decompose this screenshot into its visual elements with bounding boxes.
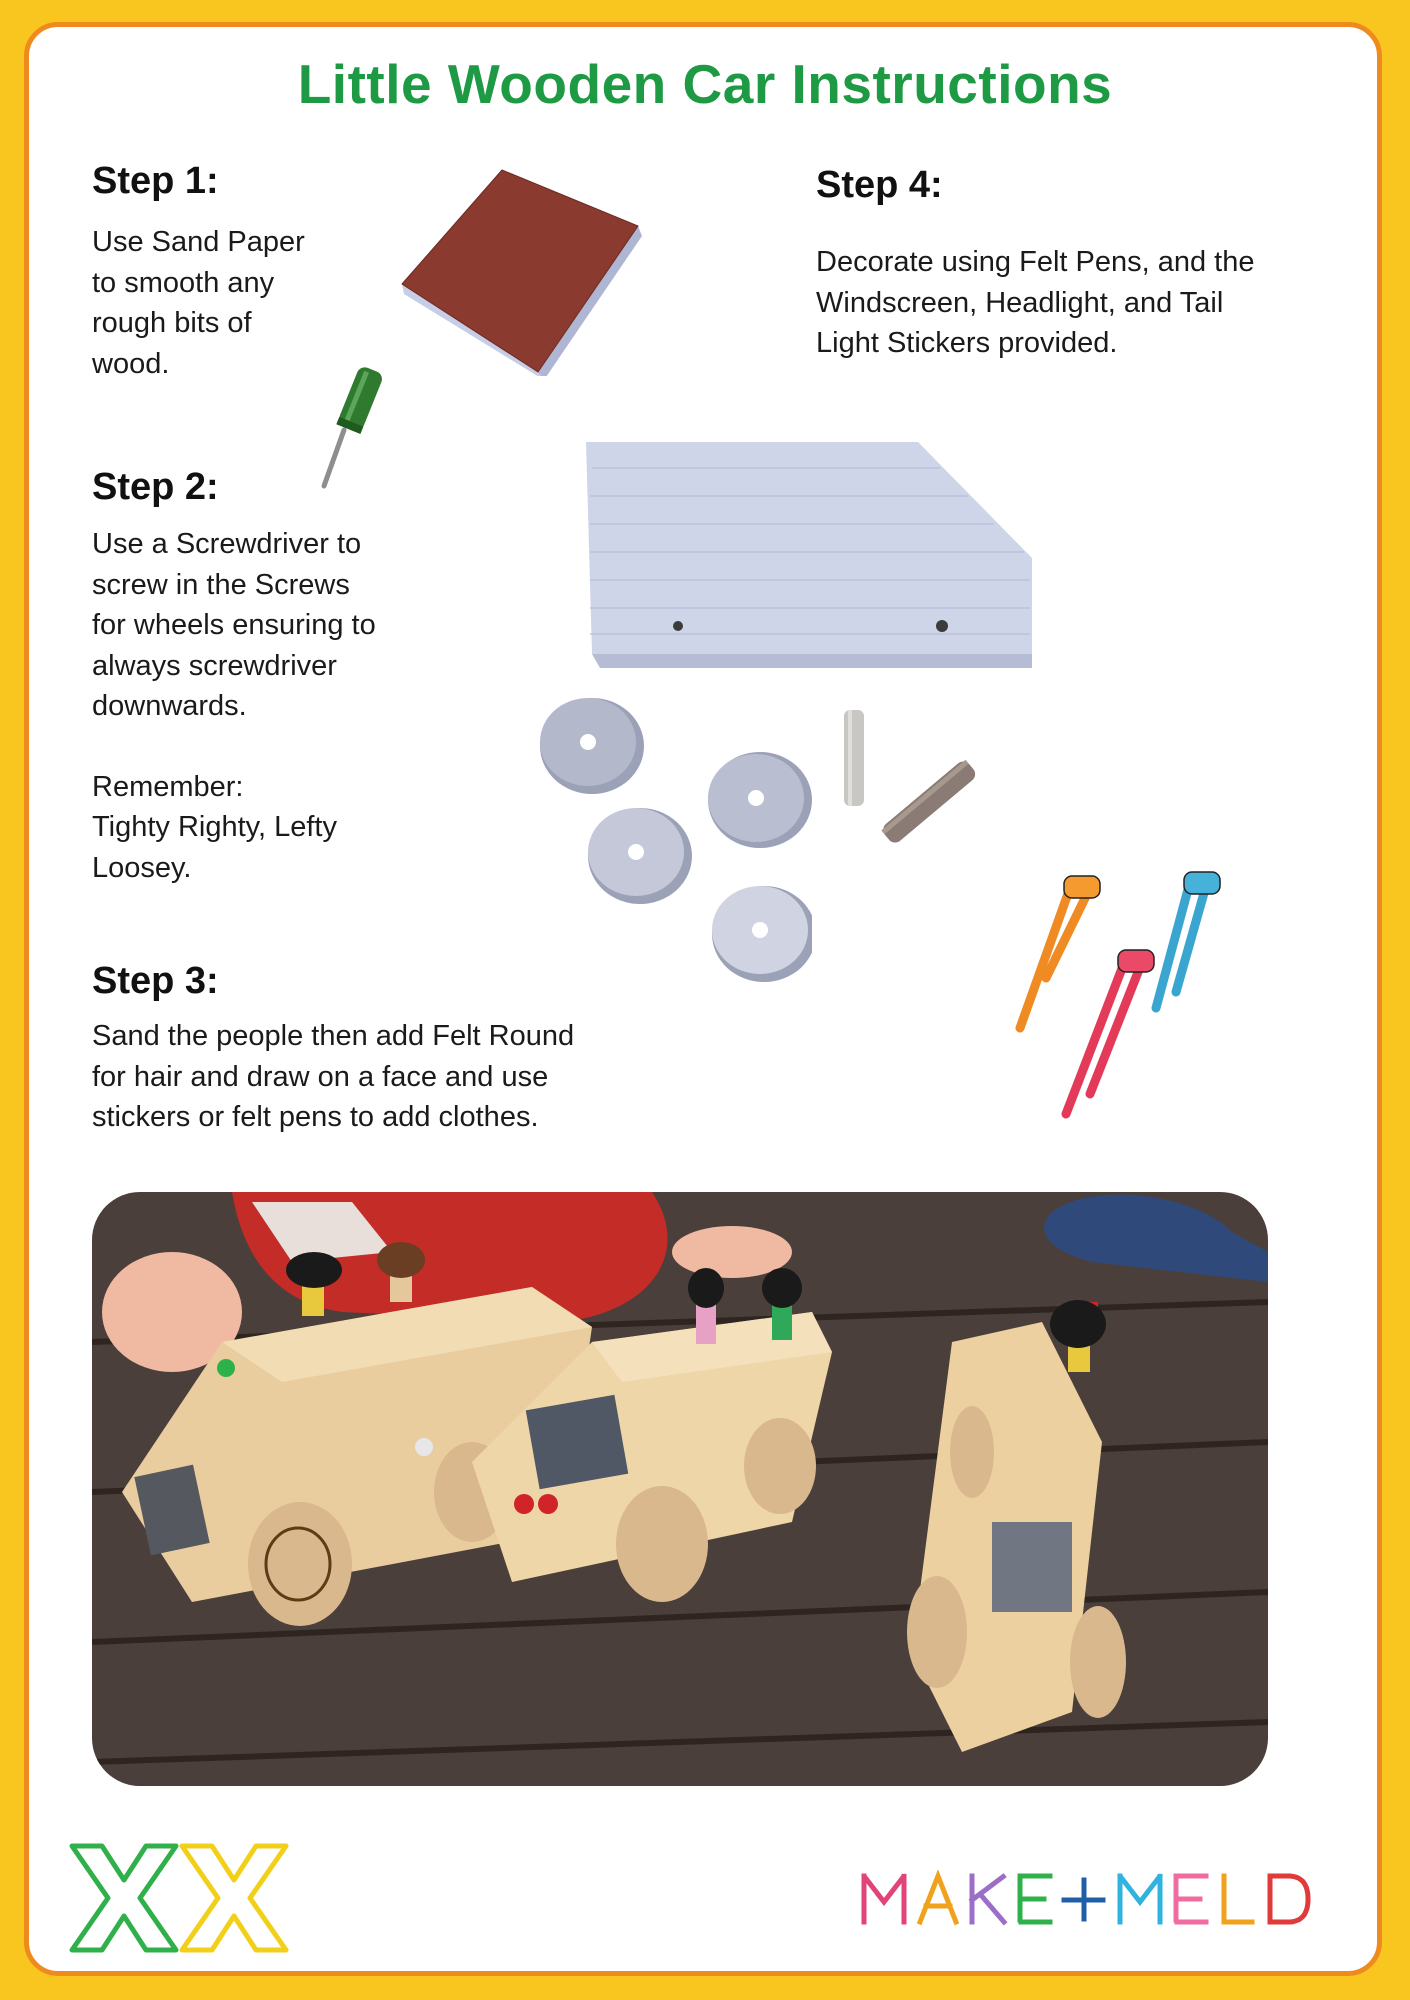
make-meld-logo: [860, 1870, 1360, 1926]
car-body-image: [580, 438, 1040, 670]
step-4-heading: Step 4:: [816, 164, 943, 206]
step-1-heading: Step 1:: [92, 160, 219, 202]
xx-logo: [68, 1842, 292, 1954]
step-3-text: Sand the people then add Felt Round for hair and draw on a face and use stickers or felt pens to add clothes.: [92, 1020, 575, 1133]
dowels-image: [836, 706, 996, 856]
step-1-text: Use Sand Paper to smooth any rough bits of wood.: [92, 226, 305, 380]
step-2-text: Use a Screwdriver to screw in the Screws for wheels ensuring to always screwdriver downwards. Remember: Tighty Righty, Lefty Loosey.: [92, 528, 376, 884]
step-4-text: Decorate using Felt Pens, and the Windscreen, Headlight, and Tail Light Stickers provided.: [816, 246, 1255, 359]
finished-cars-photo: [92, 1192, 1268, 1786]
screwdriver-image: [310, 366, 400, 496]
wheels-image: [532, 690, 812, 990]
page-title: Little Wooden Car Instructions: [297, 53, 1113, 115]
step-3-heading: Step 3:: [92, 960, 219, 1002]
felt-pens-image: [1010, 858, 1250, 1128]
step-2-heading: Step 2:: [92, 466, 219, 508]
sandpaper-image: [398, 166, 648, 376]
